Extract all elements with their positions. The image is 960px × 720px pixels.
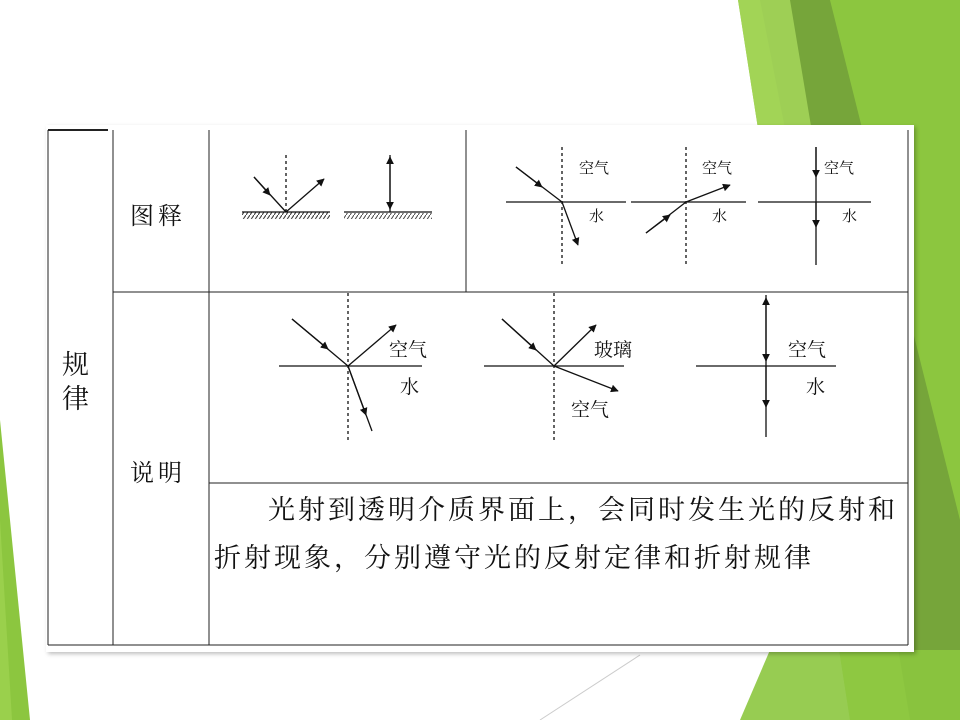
reflection-diagram-normal [344, 155, 432, 212]
mirror-hatch-2 [344, 213, 432, 219]
label-air-1: 空气 [579, 159, 610, 177]
label-air-2: 空气 [702, 159, 733, 177]
bg-green-bottom-right [740, 650, 960, 720]
label-water-2: 水 [712, 207, 728, 225]
combined-diagram-normal [696, 295, 836, 437]
combined-diagram-air-water [279, 293, 422, 440]
reflection-diagram-oblique [242, 155, 330, 218]
bg-thin-line [540, 655, 640, 720]
label-water-3: 水 [842, 207, 858, 225]
content-table [46, 125, 914, 652]
row-header-char-2: 律 [62, 384, 89, 415]
label-air-3: 空气 [824, 159, 855, 177]
label-explain: 说明 [130, 459, 186, 487]
label-mid-water-1: 水 [400, 376, 420, 398]
label-mid-air-3: 空气 [788, 339, 827, 361]
label-mid-air-below: 空气 [571, 399, 610, 421]
label-mid-water-3: 水 [806, 376, 826, 398]
mirror-hatch-1 [242, 213, 330, 219]
refraction-diagram-normal-incidence [758, 147, 871, 265]
label-mid-glass: 玻璃 [594, 339, 633, 361]
explanation-paragraph: 光射到透明介质界面上，会同时发生光的反射和折射现象，分别遵守光的反射定律和折射规律 [214, 495, 898, 574]
label-water-1: 水 [589, 207, 605, 225]
row-header [62, 349, 102, 417]
label-mid-air-1: 空气 [389, 339, 428, 361]
row-header-char-1: 规 [62, 350, 89, 381]
label-diagram: 图释 [130, 202, 186, 230]
